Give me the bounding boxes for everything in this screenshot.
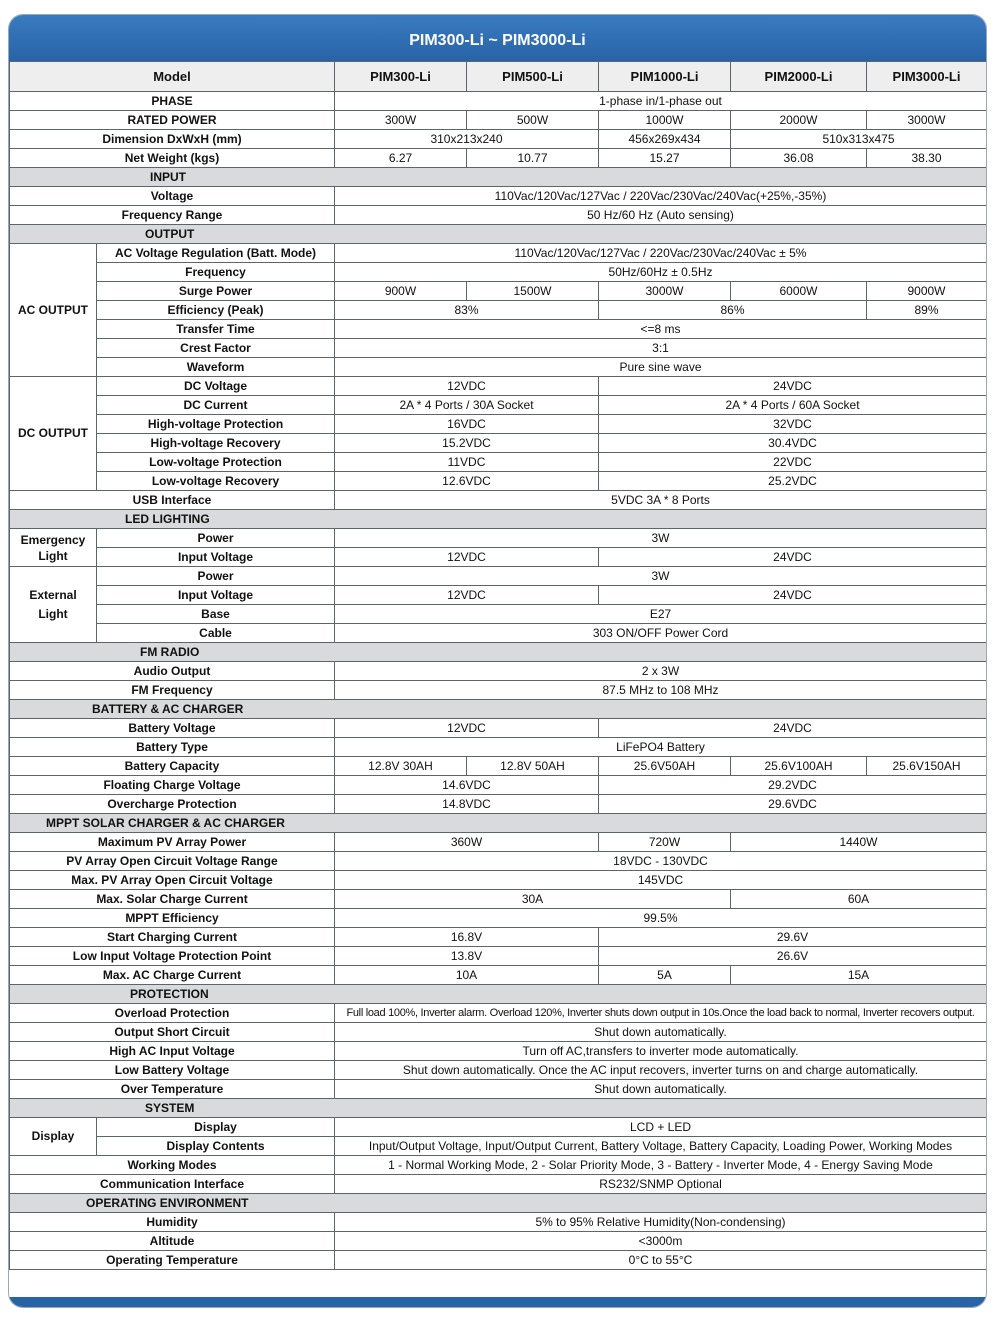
spec-value: 50 Hz/60 Hz (Auto sensing)	[335, 206, 987, 225]
spec-value: LCD + LED	[335, 1118, 987, 1137]
spec-label: Base	[97, 605, 335, 624]
spec-label: PHASE	[10, 92, 335, 111]
spec-value: 500W	[467, 111, 599, 130]
spec-value: 25.6V50AH	[599, 757, 731, 776]
spec-value: 9000W	[867, 282, 987, 301]
spec-value: 24VDC	[599, 548, 987, 567]
spec-value: 14.8VDC	[335, 795, 599, 814]
spec-label: Transfer Time	[97, 320, 335, 339]
spec-label: Display Contents	[97, 1137, 335, 1156]
model-name: PIM300-Li	[335, 62, 467, 92]
spec-label: Input Voltage	[97, 548, 335, 567]
spec-value: 12VDC	[335, 377, 599, 396]
spec-value: 12VDC	[335, 719, 599, 738]
spec-value: 32VDC	[599, 415, 987, 434]
spec-value: LiFePO4 Battery	[335, 738, 987, 757]
spec-label: Efficiency (Peak)	[97, 301, 335, 320]
spec-value: Pure sine wave	[335, 358, 987, 377]
spec-value: <3000m	[335, 1232, 987, 1251]
spec-value: 26.6V	[599, 947, 987, 966]
spec-label: Max. AC Charge Current	[10, 966, 335, 985]
spec-label: Battery Voltage	[10, 719, 335, 738]
spec-label: Output Short Circuit	[10, 1023, 335, 1042]
spec-label: Start Charging Current	[10, 928, 335, 947]
spec-value: 3W	[335, 567, 987, 586]
spec-value: 12.6VDC	[335, 472, 599, 491]
spec-value: 36.08	[731, 149, 867, 168]
spec-value: Shut down automatically.	[335, 1023, 987, 1042]
spec-value: 2A * 4 Ports / 60A Socket	[599, 396, 987, 415]
spec-value: 29.6V	[599, 928, 987, 947]
spec-value: Full load 100%, Inverter alarm. Overload 120%, Inverter shuts down output in 10s.Once the load back to normal, Inverter recovers output.	[335, 1004, 987, 1023]
spec-label: High AC Input Voltage	[10, 1042, 335, 1061]
spec-value: 10.77	[467, 149, 599, 168]
spec-label: DC Voltage	[97, 377, 335, 396]
spec-value: 12VDC	[335, 548, 599, 567]
spec-label: Power	[97, 529, 335, 548]
spec-value: 30A	[335, 890, 731, 909]
spec-value: 87.5 MHz to 108 MHz	[335, 681, 987, 700]
spec-value: 5VDC 3A * 8 Ports	[335, 491, 987, 510]
spec-label: Crest Factor	[97, 339, 335, 358]
spec-label: Input Voltage	[97, 586, 335, 605]
spec-label: DC Current	[97, 396, 335, 415]
spec-label: Floating Charge Voltage	[10, 776, 335, 795]
spec-label: Battery Capacity	[10, 757, 335, 776]
spec-value: RS232/SNMP Optional	[335, 1175, 987, 1194]
spec-label: Low-voltage Protection	[97, 453, 335, 472]
spec-value: 38.30	[867, 149, 987, 168]
spec-value: 3:1	[335, 339, 987, 358]
spec-value: 3000W	[867, 111, 987, 130]
spec-value: 16VDC	[335, 415, 599, 434]
spec-value: 10A	[335, 966, 599, 985]
spec-value: 5% to 95% Relative Humidity(Non-condensing)	[335, 1213, 987, 1232]
spec-label: Waveform	[97, 358, 335, 377]
spec-label: MPPT Efficiency	[10, 909, 335, 928]
spec-label: Overcharge Protection	[10, 795, 335, 814]
spec-label: Communication Interface	[10, 1175, 335, 1194]
spec-value: 15.27	[599, 149, 731, 168]
spec-value: 99.5%	[335, 909, 987, 928]
spec-label: Surge Power	[97, 282, 335, 301]
spec-label: Low-voltage Recovery	[97, 472, 335, 491]
spec-value: 15.2VDC	[335, 434, 599, 453]
spec-value: 2A * 4 Ports / 30A Socket	[335, 396, 599, 415]
spec-value: 13.8V	[335, 947, 599, 966]
spec-value: 6000W	[731, 282, 867, 301]
spec-label: Overload Protection	[10, 1004, 335, 1023]
spec-value: 1-phase in/1-phase out	[335, 92, 987, 111]
spec-value: 11VDC	[335, 453, 599, 472]
spec-value: 510x313x475	[731, 130, 987, 149]
spec-table	[9, 61, 986, 1270]
model-header-row	[10, 62, 987, 92]
spec-value: 25.2VDC	[599, 472, 987, 491]
spec-label: Over Temperature	[10, 1080, 335, 1099]
section-header: SYSTEM	[10, 1099, 987, 1118]
spec-value: 22VDC	[599, 453, 987, 472]
spec-sheet	[9, 15, 986, 1307]
spec-value: 2000W	[731, 111, 867, 130]
spec-value: <=8 ms	[335, 320, 987, 339]
spec-value: E27	[335, 605, 987, 624]
section-header: LED LIGHTING	[10, 510, 987, 529]
model-label: Model	[10, 62, 335, 92]
group-label-ac-output: AC OUTPUT	[10, 244, 97, 377]
spec-value: 60A	[731, 890, 987, 909]
spec-label: Voltage	[10, 187, 335, 206]
spec-label: RATED POWER	[10, 111, 335, 130]
section-header: MPPT SOLAR CHARGER & AC CHARGER	[10, 814, 987, 833]
spec-label: Max. PV Array Open Circuit Voltage	[10, 871, 335, 890]
section-header: OUTPUT	[10, 225, 987, 244]
spec-value: 24VDC	[599, 586, 987, 605]
footer-bar	[9, 1297, 986, 1307]
group-label-dc-output: DC OUTPUT	[10, 377, 97, 491]
spec-label: Altitude	[10, 1232, 335, 1251]
spec-label: Dimension DxWxH (mm)	[10, 130, 335, 149]
spec-value: 310x213x240	[335, 130, 599, 149]
model-name: PIM3000-Li	[867, 62, 987, 92]
spec-value: 1000W	[599, 111, 731, 130]
model-name: PIM2000-Li	[731, 62, 867, 92]
spec-value: 29.6VDC	[599, 795, 987, 814]
spec-value: 83%	[335, 301, 599, 320]
spec-value: Shut down automatically.	[335, 1080, 987, 1099]
spec-value: 900W	[335, 282, 467, 301]
spec-value: 15A	[731, 966, 987, 985]
spec-value: 5A	[599, 966, 731, 985]
spec-value: 3W	[335, 529, 987, 548]
spec-label: High-voltage Protection	[97, 415, 335, 434]
section-header: BATTERY & AC CHARGER	[10, 700, 987, 719]
section-header: FM RADIO	[10, 643, 987, 662]
section-header: OPERATING ENVIRONMENT	[10, 1194, 987, 1213]
spec-label: Low Input Voltage Protection Point	[10, 947, 335, 966]
spec-value: 0°C to 55°C	[335, 1251, 987, 1270]
spec-value: 25.6V100AH	[731, 757, 867, 776]
spec-value: 145VDC	[335, 871, 987, 890]
spec-label: Display	[97, 1118, 335, 1137]
spec-label: PV Array Open Circuit Voltage Range	[10, 852, 335, 871]
spec-label: Frequency	[97, 263, 335, 282]
spec-value: 18VDC - 130VDC	[335, 852, 987, 871]
spec-value: Turn off AC,transfers to inverter mode automatically.	[335, 1042, 987, 1061]
section-header: INPUT	[10, 168, 987, 187]
spec-label: USB Interface	[10, 491, 335, 510]
spec-value: 1500W	[467, 282, 599, 301]
spec-value: 6.27	[335, 149, 467, 168]
spec-value: 303 ON/OFF Power Cord	[335, 624, 987, 643]
spec-value: 30.4VDC	[599, 434, 987, 453]
spec-value: 50Hz/60Hz ± 0.5Hz	[335, 263, 987, 282]
spec-label: Humidity	[10, 1213, 335, 1232]
spec-value: 16.8V	[335, 928, 599, 947]
spec-value: 110Vac/120Vac/127Vac / 220Vac/230Vac/240Vac(+25%,-35%)	[335, 187, 987, 206]
spec-label: Battery Type	[10, 738, 335, 757]
section-header: PROTECTION	[10, 985, 987, 1004]
spec-value: 14.6VDC	[335, 776, 599, 795]
spec-value: 720W	[599, 833, 731, 852]
spec-label: Frequency Range	[10, 206, 335, 225]
spec-value: 1 - Normal Working Mode, 2 - Solar Priority Mode, 3 - Battery - Inverter Mode, 4 - Energy Saving Mode	[335, 1156, 987, 1175]
sheet-title: PIM300-Li ~ PIM3000-Li	[9, 15, 986, 61]
spec-value: 12VDC	[335, 586, 599, 605]
spec-label: Max. Solar Charge Current	[10, 890, 335, 909]
spec-label: Cable	[97, 624, 335, 643]
group-label-display: Display	[10, 1118, 97, 1156]
spec-label: Audio Output	[10, 662, 335, 681]
spec-value: 12.8V 30AH	[335, 757, 467, 776]
spec-label: Working Modes	[10, 1156, 335, 1175]
spec-value: 456x269x434	[599, 130, 731, 149]
spec-value: 3000W	[599, 282, 731, 301]
spec-value: Shut down automatically. Once the AC input recovers, inverter turns on and charge automatically.	[335, 1061, 987, 1080]
spec-value: 300W	[335, 111, 467, 130]
spec-value: Input/Output Voltage, Input/Output Current, Battery Voltage, Battery Capacity, Loading Power, Working Modes	[335, 1137, 987, 1156]
spec-label: AC Voltage Regulation (Batt. Mode)	[97, 244, 335, 263]
spec-value: 24VDC	[599, 377, 987, 396]
model-name: PIM1000-Li	[599, 62, 731, 92]
spec-label: Maximum PV Array Power	[10, 833, 335, 852]
spec-value: 86%	[599, 301, 867, 320]
spec-label: Power	[97, 567, 335, 586]
spec-label: Net Weight (kgs)	[10, 149, 335, 168]
spec-label: FM Frequency	[10, 681, 335, 700]
group-label-emergency-light: Emergency Light	[10, 529, 97, 567]
spec-label: High-voltage Recovery	[97, 434, 335, 453]
model-name: PIM500-Li	[467, 62, 599, 92]
spec-value: 29.2VDC	[599, 776, 987, 795]
spec-value: 110Vac/120Vac/127Vac / 220Vac/230Vac/240Vac ± 5%	[335, 244, 987, 263]
spec-value: 1440W	[731, 833, 987, 852]
spec-value: 2 x 3W	[335, 662, 987, 681]
spec-value: 25.6V150AH	[867, 757, 987, 776]
spec-value: 24VDC	[599, 719, 987, 738]
spec-value: 12.8V 50AH	[467, 757, 599, 776]
spec-value: 360W	[335, 833, 599, 852]
spec-label: Low Battery Voltage	[10, 1061, 335, 1080]
spec-value: 89%	[867, 301, 987, 320]
group-label-external-light: External Light	[10, 567, 97, 643]
spec-label: Operating Temperature	[10, 1251, 335, 1270]
